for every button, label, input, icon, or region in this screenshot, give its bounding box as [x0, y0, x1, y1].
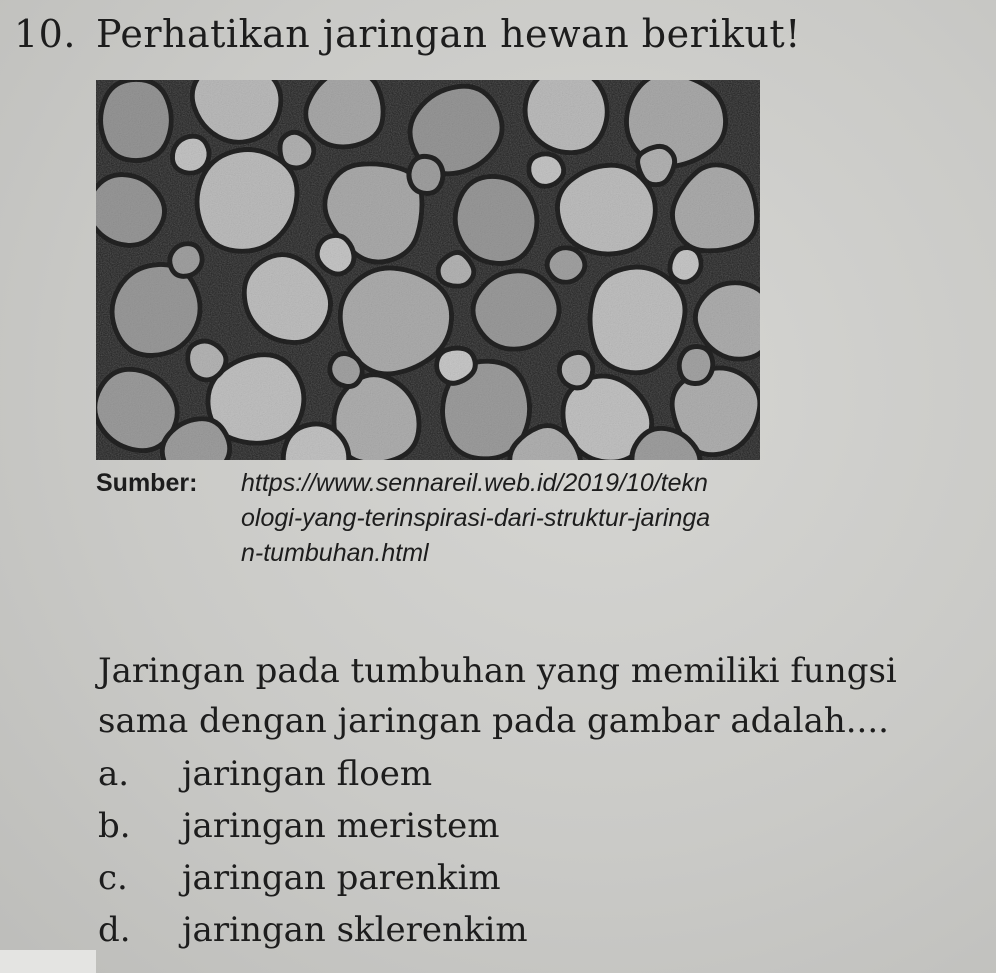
cell-shape — [306, 80, 384, 147]
source-label: Sumber: — [96, 469, 198, 497]
option-a[interactable] — [98, 748, 528, 800]
cell-shape — [172, 136, 209, 173]
cell-shape — [670, 247, 701, 282]
option-text: jaringan floem — [182, 754, 433, 794]
cell-shape — [559, 352, 593, 387]
option-c[interactable] — [98, 852, 528, 904]
cell-shape — [280, 132, 314, 168]
option-text: jaringan sklerenkim — [182, 910, 528, 950]
question-stem: Jaringan pada tumbuhan yang memiliki fungsi sama dengan jaringan pada gambar adalah.... — [98, 651, 897, 741]
option-b[interactable] — [98, 800, 528, 852]
cell-shape — [455, 176, 537, 263]
option-letter: d. — [98, 910, 131, 950]
cell-shape — [170, 244, 203, 277]
cell-shape — [473, 271, 559, 350]
cell-shape — [197, 149, 297, 251]
answer-options — [98, 748, 528, 956]
option-text: jaringan meristem — [182, 806, 500, 846]
option-letter: a. — [98, 754, 130, 794]
cell-tissue-illustration — [96, 80, 760, 460]
cell-shape — [679, 346, 713, 383]
cell-shape — [437, 348, 476, 383]
cell-shape — [547, 248, 585, 283]
cell-shape — [317, 235, 354, 274]
cell-shape — [525, 80, 607, 153]
option-d[interactable] — [98, 904, 528, 956]
cell-shape — [188, 341, 226, 380]
tissue-micrograph — [96, 80, 760, 460]
page-corner — [0, 950, 96, 973]
cell-shape — [330, 353, 363, 386]
cell-shape — [101, 80, 172, 161]
cell-shape — [409, 156, 443, 193]
cell-shape — [438, 252, 474, 286]
source-link[interactable]: https://www.sennareil.web.id/2019/10/teknologi-yang-terinspirasi-dari-struktur-jaringan-tumbuhan.html — [241, 469, 711, 567]
option-letter: c. — [98, 858, 128, 898]
cell-shape — [638, 146, 675, 184]
option-text: jaringan parenkim — [182, 858, 501, 898]
option-letter: b. — [98, 806, 131, 846]
cell-shape — [529, 154, 564, 187]
question-number: 10. — [14, 12, 76, 56]
cell-shape — [96, 175, 165, 246]
question-title: Perhatikan jaringan hewan berikut! — [96, 12, 801, 56]
